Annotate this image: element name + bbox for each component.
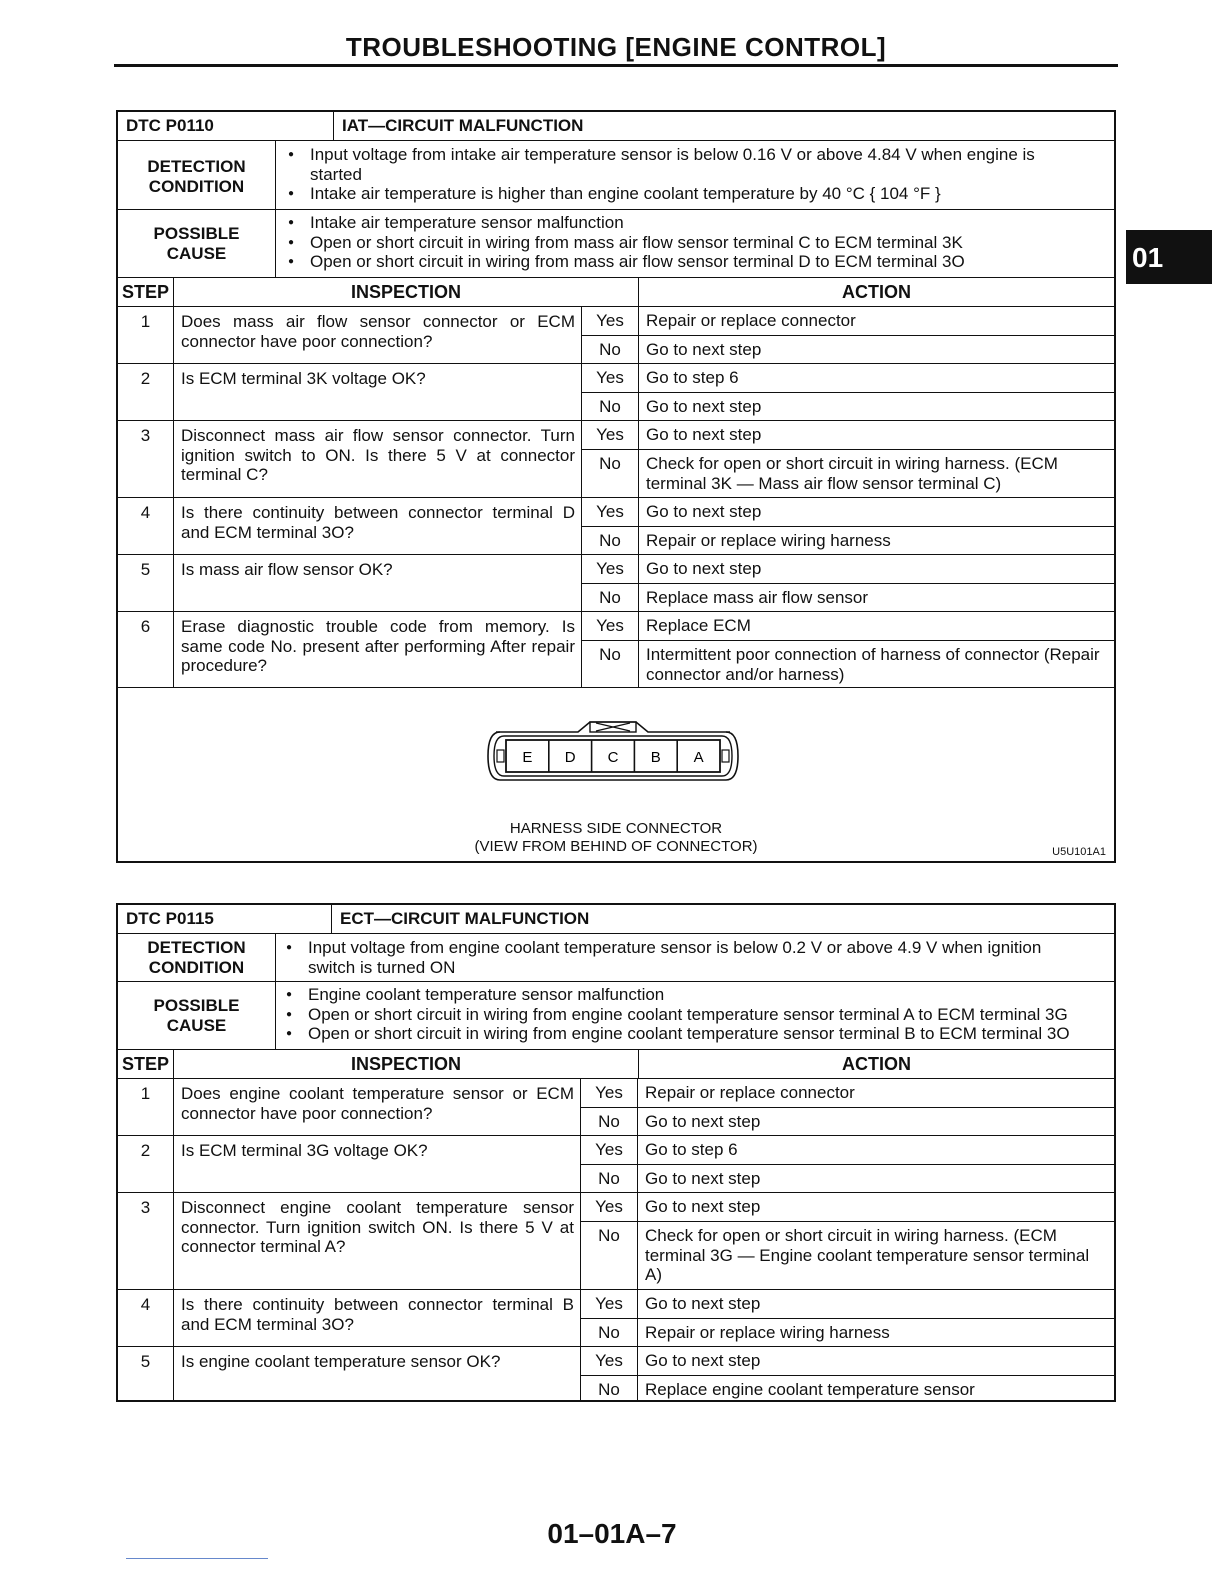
dtc-code: DTC P0115	[126, 909, 214, 928]
column-header-row	[118, 277, 1114, 307]
yes-action: Go to next step	[637, 1347, 1114, 1375]
no-label: No	[599, 454, 621, 473]
step-number: 3	[140, 1198, 151, 1217]
no-action: Repair or replace wiring harness	[637, 1319, 1114, 1347]
col-action: ACTION	[638, 1050, 1114, 1079]
yes-action: Go to next step	[638, 555, 1114, 583]
no-label: No	[598, 1169, 620, 1188]
harness-connector-diagram	[486, 718, 746, 790]
connector-caption-1: HARNESS SIDE CONNECTOR	[509, 820, 723, 837]
step-number: 5	[140, 560, 151, 579]
yes-label: Yes	[595, 1197, 623, 1216]
cause-item: ● Engine coolant temperature sensor malfunction	[278, 985, 1108, 1005]
no-label: No	[598, 1323, 620, 1342]
yes-action: Replace ECM	[638, 612, 1114, 640]
cause-item: ● Open or short circuit in wiring from mass air flow sensor terminal D to ECM terminal 3O	[280, 252, 1104, 272]
step-row	[118, 1135, 1114, 1193]
column-header-row	[118, 1049, 1114, 1079]
step-number: 2	[140, 1141, 151, 1160]
yes-action: Go to next step	[638, 421, 1114, 449]
pin-label: C	[607, 749, 619, 766]
step-number: 2	[140, 369, 151, 388]
detection-row	[118, 933, 1114, 982]
step-row	[118, 420, 1114, 498]
step-number: 1	[140, 1084, 151, 1103]
cause-item: ● Open or short circuit in wiring from engine coolant temperature sensor terminal A to ECM terminal 3G	[278, 1005, 1108, 1025]
no-label: No	[599, 645, 621, 664]
dtc-name: IAT—CIRCUIT MALFUNCTION	[333, 112, 1114, 140]
step-inspection: Is there continuity between connector terminal D and ECM terminal 3O?	[173, 498, 581, 555]
dtc-title-row	[118, 112, 1114, 140]
no-action: Intermittent poor connection of harness of connector (Repair connector and/or harness)	[638, 641, 1114, 688]
step-row	[118, 1346, 1114, 1400]
step-inspection: Disconnect mass air flow sensor connector. Turn ignition switch to ON. Is there 5 V at connector terminal C?	[173, 421, 581, 498]
page-number: 01–01A–7	[547, 1518, 677, 1549]
step-row	[118, 554, 1114, 612]
pin-label: B	[650, 749, 661, 766]
detection-row	[118, 140, 1114, 210]
section-tab: 01	[1126, 230, 1212, 284]
yes-label: Yes	[596, 559, 624, 578]
title-rule	[114, 64, 1118, 67]
step-inspection: Is ECM terminal 3K voltage OK?	[173, 364, 581, 421]
no-label: No	[599, 340, 621, 359]
no-label: No	[599, 588, 621, 607]
yes-action: Go to next step	[638, 498, 1114, 526]
step-inspection: Disconnect engine coolant temperature sensor connector. Turn ignition switch ON. Is there 5 V at connector terminal A?	[173, 1193, 580, 1290]
col-inspection: INSPECTION	[173, 278, 638, 307]
yes-action: Go to next step	[637, 1290, 1114, 1318]
cause-item: ● Intake air temperature sensor malfunction	[280, 213, 1104, 233]
step-row	[118, 497, 1114, 555]
yes-label: Yes	[596, 311, 624, 330]
no-action: Replace mass air flow sensor	[638, 584, 1114, 612]
step-row	[118, 611, 1114, 688]
step-row	[118, 1078, 1114, 1136]
no-action: Check for open or short circuit in wiring harness. (ECM terminal 3K — Mass air flow sensor terminal C)	[638, 450, 1114, 498]
no-action: Go to next step	[637, 1165, 1114, 1193]
cause-item: ● Open or short circuit in wiring from engine coolant temperature sensor terminal B to ECM terminal 3O	[278, 1024, 1108, 1044]
no-action: Go to next step	[638, 393, 1114, 421]
page-title: TROUBLESHOOTING [ENGINE CONTROL]	[345, 32, 887, 62]
yes-label: Yes	[595, 1083, 623, 1102]
no-action: Replace engine coolant temperature sensor	[637, 1376, 1114, 1400]
col-step: STEP	[121, 1054, 169, 1074]
yes-label: Yes	[596, 368, 624, 387]
yes-label: Yes	[595, 1294, 623, 1313]
step-inspection: Does engine coolant temperature sensor or ECM connector have poor connection?	[173, 1079, 580, 1136]
col-step: STEP	[121, 282, 169, 302]
step-row	[118, 1192, 1114, 1290]
pin-label: E	[522, 749, 533, 766]
pin-label: A	[693, 749, 704, 766]
no-action: Go to next step	[637, 1108, 1114, 1136]
step-inspection: Is there continuity between connector terminal B and ECM terminal 3O?	[173, 1290, 580, 1347]
detection-label: DETECTION CONDITION	[147, 938, 246, 977]
yes-label: Yes	[596, 502, 624, 521]
step-number: 3	[140, 426, 151, 445]
yes-action: Go to step 6	[637, 1136, 1114, 1164]
dtc-p0115-table	[116, 903, 1116, 1402]
possible-causes	[275, 210, 1114, 278]
no-action: Repair or replace wiring harness	[638, 527, 1114, 555]
yes-action: Go to step 6	[638, 364, 1114, 392]
yes-label: Yes	[595, 1140, 623, 1159]
pin-label: D	[564, 749, 576, 766]
possible-causes	[275, 982, 1114, 1050]
step-inspection: Is engine coolant temperature sensor OK?	[173, 1347, 580, 1400]
yes-action: Go to next step	[637, 1193, 1114, 1221]
detection-conditions	[275, 934, 1114, 982]
step-inspection: Is mass air flow sensor OK?	[173, 555, 581, 612]
connector-caption-2: (VIEW FROM BEHIND OF CONNECTOR)	[474, 838, 758, 855]
dtc-code: DTC P0110	[126, 116, 214, 135]
detection-item: ● Input voltage from engine coolant temperature sensor is below 0.2 V or above 4.9 V when ignition switch is turned ON	[278, 938, 1084, 977]
step-row	[118, 306, 1114, 364]
no-label: No	[598, 1380, 620, 1399]
detection-item: ● Input voltage from intake air temperature sensor is below 0.16 V or above 4.84 V when engine is started	[280, 145, 1074, 184]
yes-label: Yes	[596, 616, 624, 635]
cause-label: POSSIBLE CAUSE	[153, 996, 240, 1035]
detection-item: ● Intake air temperature is higher than engine coolant temperature by 40 °C { 104 °F }	[280, 184, 1074, 204]
step-number: 6	[140, 617, 151, 636]
figure-code: U5U101A1	[1052, 846, 1106, 858]
cause-row	[118, 209, 1114, 278]
yes-action: Repair or replace connector	[637, 1079, 1114, 1107]
col-action: ACTION	[638, 278, 1114, 307]
dtc-title-row	[118, 905, 1114, 933]
no-action: Check for open or short circuit in wiring harness. (ECM terminal 3G — Engine coolant temperature sensor terminal A)	[637, 1222, 1114, 1290]
step-inspection: Does mass air flow sensor connector or ECM connector have poor connection?	[173, 307, 581, 364]
footer-rule	[126, 1558, 268, 1559]
no-label: No	[599, 531, 621, 550]
detection-label: DETECTION CONDITION	[147, 157, 246, 196]
dtc-name: ECT—CIRCUIT MALFUNCTION	[331, 905, 1114, 933]
cause-item: ● Open or short circuit in wiring from mass air flow sensor terminal C to ECM terminal 3K	[280, 233, 1104, 253]
cause-row	[118, 981, 1114, 1050]
no-label: No	[599, 397, 621, 416]
col-inspection: INSPECTION	[173, 1050, 638, 1079]
step-number: 4	[140, 1295, 151, 1314]
step-number: 5	[140, 1352, 151, 1371]
no-action: Go to next step	[638, 336, 1114, 364]
yes-label: Yes	[595, 1351, 623, 1370]
step-row	[118, 363, 1114, 421]
detection-conditions	[275, 141, 1114, 210]
step-inspection: Is ECM terminal 3G voltage OK?	[173, 1136, 580, 1193]
step-row	[118, 1289, 1114, 1347]
no-label: No	[598, 1112, 620, 1131]
step-inspection: Erase diagnostic trouble code from memory. Is same code No. present after performing After repair procedure?	[173, 612, 581, 688]
yes-action: Repair or replace connector	[638, 307, 1114, 335]
cause-label: POSSIBLE CAUSE	[153, 224, 240, 263]
dtc-p0110-table	[116, 110, 1116, 863]
connector-figure	[118, 687, 1114, 861]
step-number: 1	[140, 312, 151, 331]
yes-label: Yes	[596, 425, 624, 444]
step-number: 4	[140, 503, 151, 522]
no-label: No	[598, 1226, 620, 1245]
